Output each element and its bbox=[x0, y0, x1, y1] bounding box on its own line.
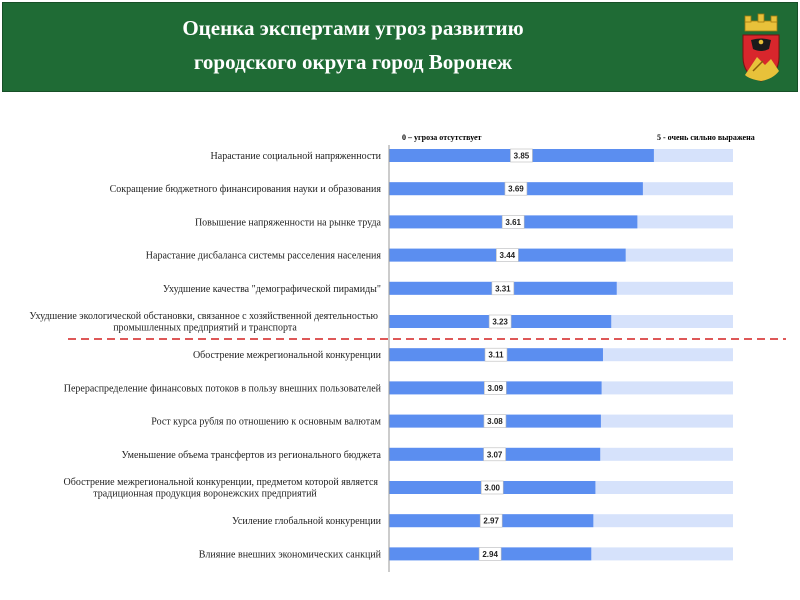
value-label-6: 3.23 bbox=[492, 317, 508, 327]
value-label-4: 3.44 bbox=[499, 251, 516, 261]
value-label-11: 3.00 bbox=[484, 483, 500, 493]
category-label-6-line-2: промышленных предприятий и транспорта bbox=[113, 322, 297, 334]
value-label-8: 3.09 bbox=[487, 383, 504, 393]
value-label-10: 3.07 bbox=[486, 450, 503, 460]
value-label-3: 3.61 bbox=[505, 217, 521, 227]
category-label-7: Обострение межрегиональной конкуренции bbox=[192, 350, 381, 362]
category-label-4: Нарастание дисбаланса системы расселения населения bbox=[145, 250, 381, 262]
category-label-8: Перераспределение финансовых потоков в пользу внешних пользователей bbox=[63, 383, 381, 395]
value-label-7: 3.11 bbox=[488, 350, 504, 360]
category-label-10: Уменьшение объема трансфертов из регионального бюджета bbox=[121, 449, 381, 461]
page-title-line-1: Оценка экспертами угроз развитию bbox=[182, 16, 524, 40]
category-label-3: Повышение напряженности на рынке труда bbox=[194, 217, 381, 229]
scale-min-label: 0 – угроза отсутствует bbox=[402, 133, 482, 142]
value-label-12: 2.97 bbox=[483, 516, 499, 526]
category-label-5: Ухудшение качества "демографической пирамиды" bbox=[162, 283, 381, 295]
category-label-6-line-1: Ухудшение экологической обстановки, связанное с хозяйственной деятельностью bbox=[29, 311, 378, 322]
category-label-11-line-1: Обострение межрегиональной конкуренции, предметом которой является bbox=[63, 477, 378, 488]
value-label-2: 3.69 bbox=[508, 184, 524, 194]
category-label-1: Нарастание социальной напряженности bbox=[210, 151, 381, 162]
category-label-9: Рост курса рубля по отношению к основным валютам bbox=[151, 416, 381, 428]
scale-max-label: 5 - очень сильно выражена bbox=[657, 133, 755, 142]
value-label-5: 3.31 bbox=[495, 284, 511, 294]
category-label-12: Усиление глобальной конкуренции bbox=[232, 516, 381, 528]
category-label-13: Влияние внешних экономических санкций bbox=[198, 549, 381, 561]
category-label-11-line-2: традиционная продукция воронежских предприятий bbox=[93, 488, 317, 500]
value-label-1: 3.85 bbox=[513, 151, 530, 161]
value-label-9: 3.08 bbox=[487, 417, 503, 427]
category-label-2: Сокращение бюджетного финансирования науки и образования bbox=[109, 184, 381, 196]
page-title-line-2: городского округа город Воронеж bbox=[193, 50, 513, 74]
value-label-13: 2.94 bbox=[482, 549, 498, 559]
